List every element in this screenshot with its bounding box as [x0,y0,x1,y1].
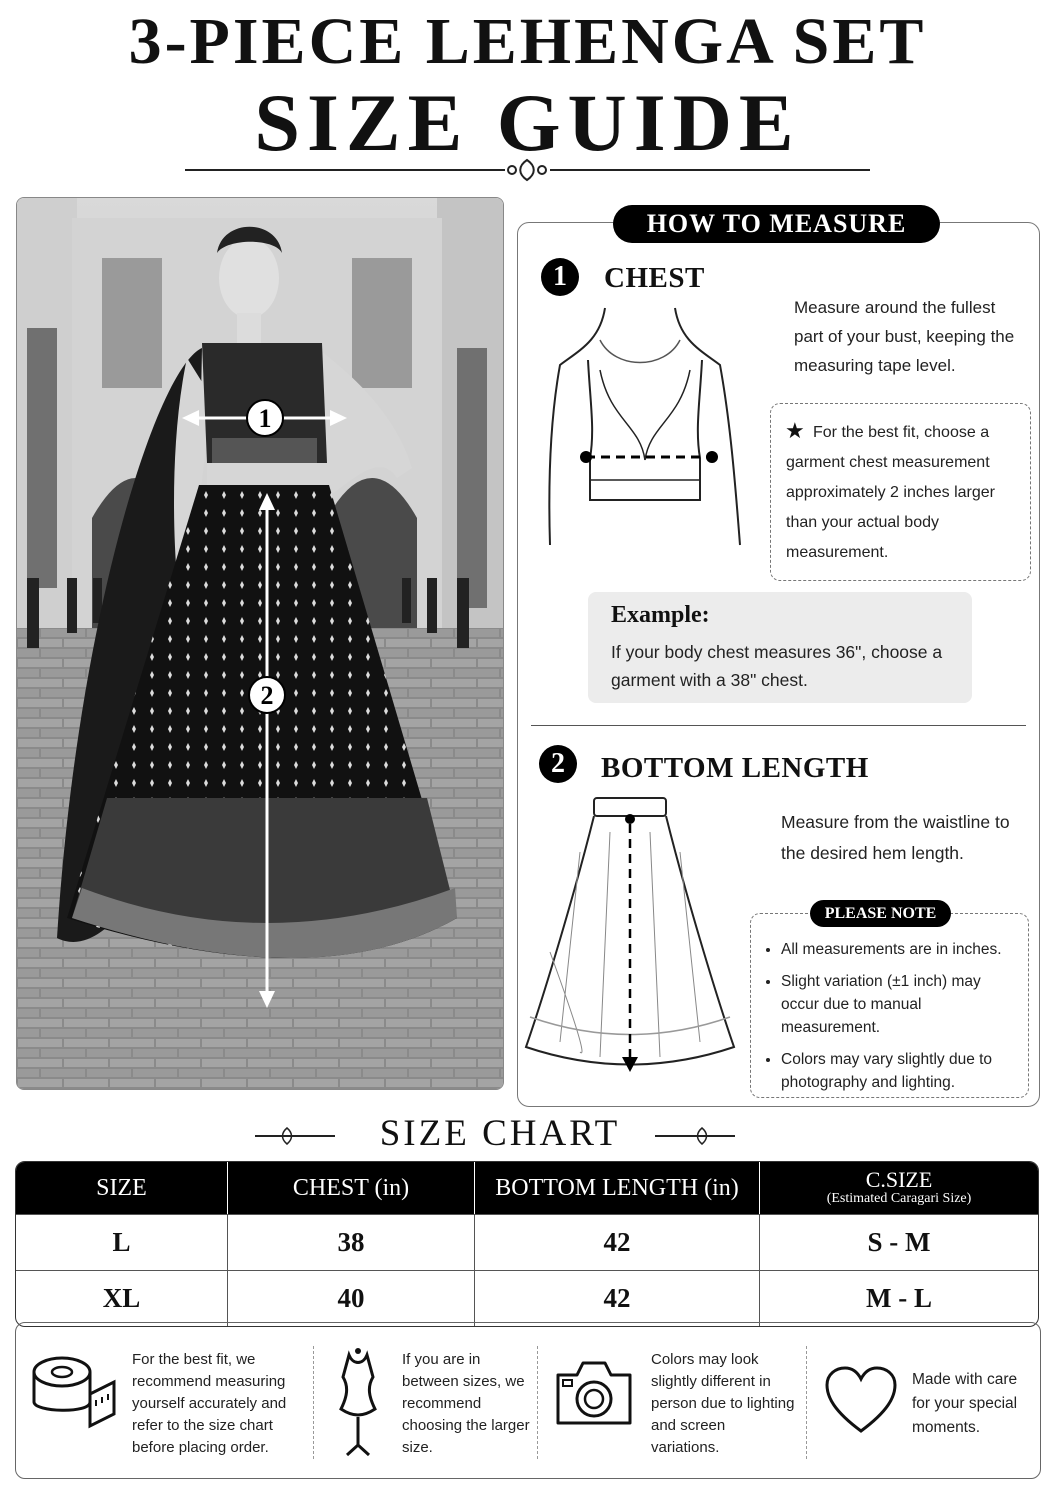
chest-tip-text: For the best fit, choose a garment chest measurement approximately 2 inches larger than your actual body measurement. [786,424,995,561]
note-item: • All measurements are in inches. [781,938,1021,961]
how-to-measure-heading: HOW TO MEASURE [613,205,940,243]
example-title: Example: [611,602,710,628]
size-cell: XL [16,1270,228,1326]
bottom-length-title: BOTTOM LENGTH [601,752,869,784]
footer-divider [806,1346,807,1459]
csize-label: C.SIZE [865,1167,933,1192]
star-icon: ★ [785,418,805,443]
column-header-size: SIZE [16,1162,228,1214]
size-chart-ornament-left [255,1125,345,1147]
please-note-label: PLEASE NOTE [810,900,951,927]
title-line-1: 3-PIECE LEHENGA SET [128,5,927,78]
column-header-bottom-length: BOTTOM LENGTH (in) [475,1162,760,1214]
column-header-chest: CHEST (in) [228,1162,475,1214]
chest-cell: 38 [228,1214,475,1270]
bottom-length-cell: 42 [475,1270,760,1326]
note-item: • Slight variation (±1 inch) may occur due to manual measurement. [781,970,1021,1039]
chest-instruction: Measure around the fullest part of your bust, keeping the measuring tape level. [794,298,1015,375]
footer-divider [537,1346,538,1459]
footer-tip-1: For the best fit, we recommend measuring yourself accurately and refer to the size chart before placing order. [132,1351,287,1456]
notes-list [763,938,1021,1103]
heart-icon [824,1365,898,1435]
example-text: If your body chest measures 36", choose a garment with a 38" chest. [611,642,943,690]
photo-marker-2-label: 2 [260,681,274,710]
skirt-diagram-illustration [520,792,742,1082]
chest-cell: 40 [228,1270,475,1326]
size-cell: L [16,1214,228,1270]
camera-icon [553,1357,635,1429]
table-row [16,1270,1038,1326]
measuring-tape-icon [30,1352,120,1436]
photo-marker-1-label: 1 [258,404,272,433]
csize-cell: S - M [760,1214,1038,1270]
column-header-csize [760,1162,1038,1214]
table-header-row [16,1162,1038,1214]
footer-tip-2: If you are in between sizes, we recommend choosing the larger size. [402,1351,530,1456]
chest-title: CHEST [604,262,705,294]
footer-tip-3: Colors may look slightly different in person due to lighting and screen variations. [651,1351,795,1456]
footer-tip-4: Made with care for your special moments. [912,1371,1018,1436]
bottom-length-cell: 42 [475,1214,760,1270]
csize-sublabel: (Estimated Caragari Size) [826,1191,972,1206]
size-chart-table [15,1161,1039,1327]
title-divider-ornament [180,156,875,184]
bottom-number-badge: 2 [539,745,577,783]
note-item: • Colors may vary slightly due to photography and lighting. [781,1048,1021,1094]
table-row [16,1214,1038,1270]
footer-divider [313,1346,314,1459]
chest-diagram-illustration [540,300,760,550]
dress-form-icon [333,1347,383,1462]
chest-number-badge: 1 [541,258,579,296]
csize-cell: M - L [760,1270,1038,1326]
section-divider [531,725,1026,726]
title-line-2: SIZE GUIDE [254,77,801,168]
model-photo [16,197,504,1090]
bottom-length-instruction: Measure from the waistline to the desired hem length. [781,812,1010,863]
size-chart-heading: SIZE CHART [379,1113,621,1154]
size-chart-ornament-right [650,1125,740,1147]
